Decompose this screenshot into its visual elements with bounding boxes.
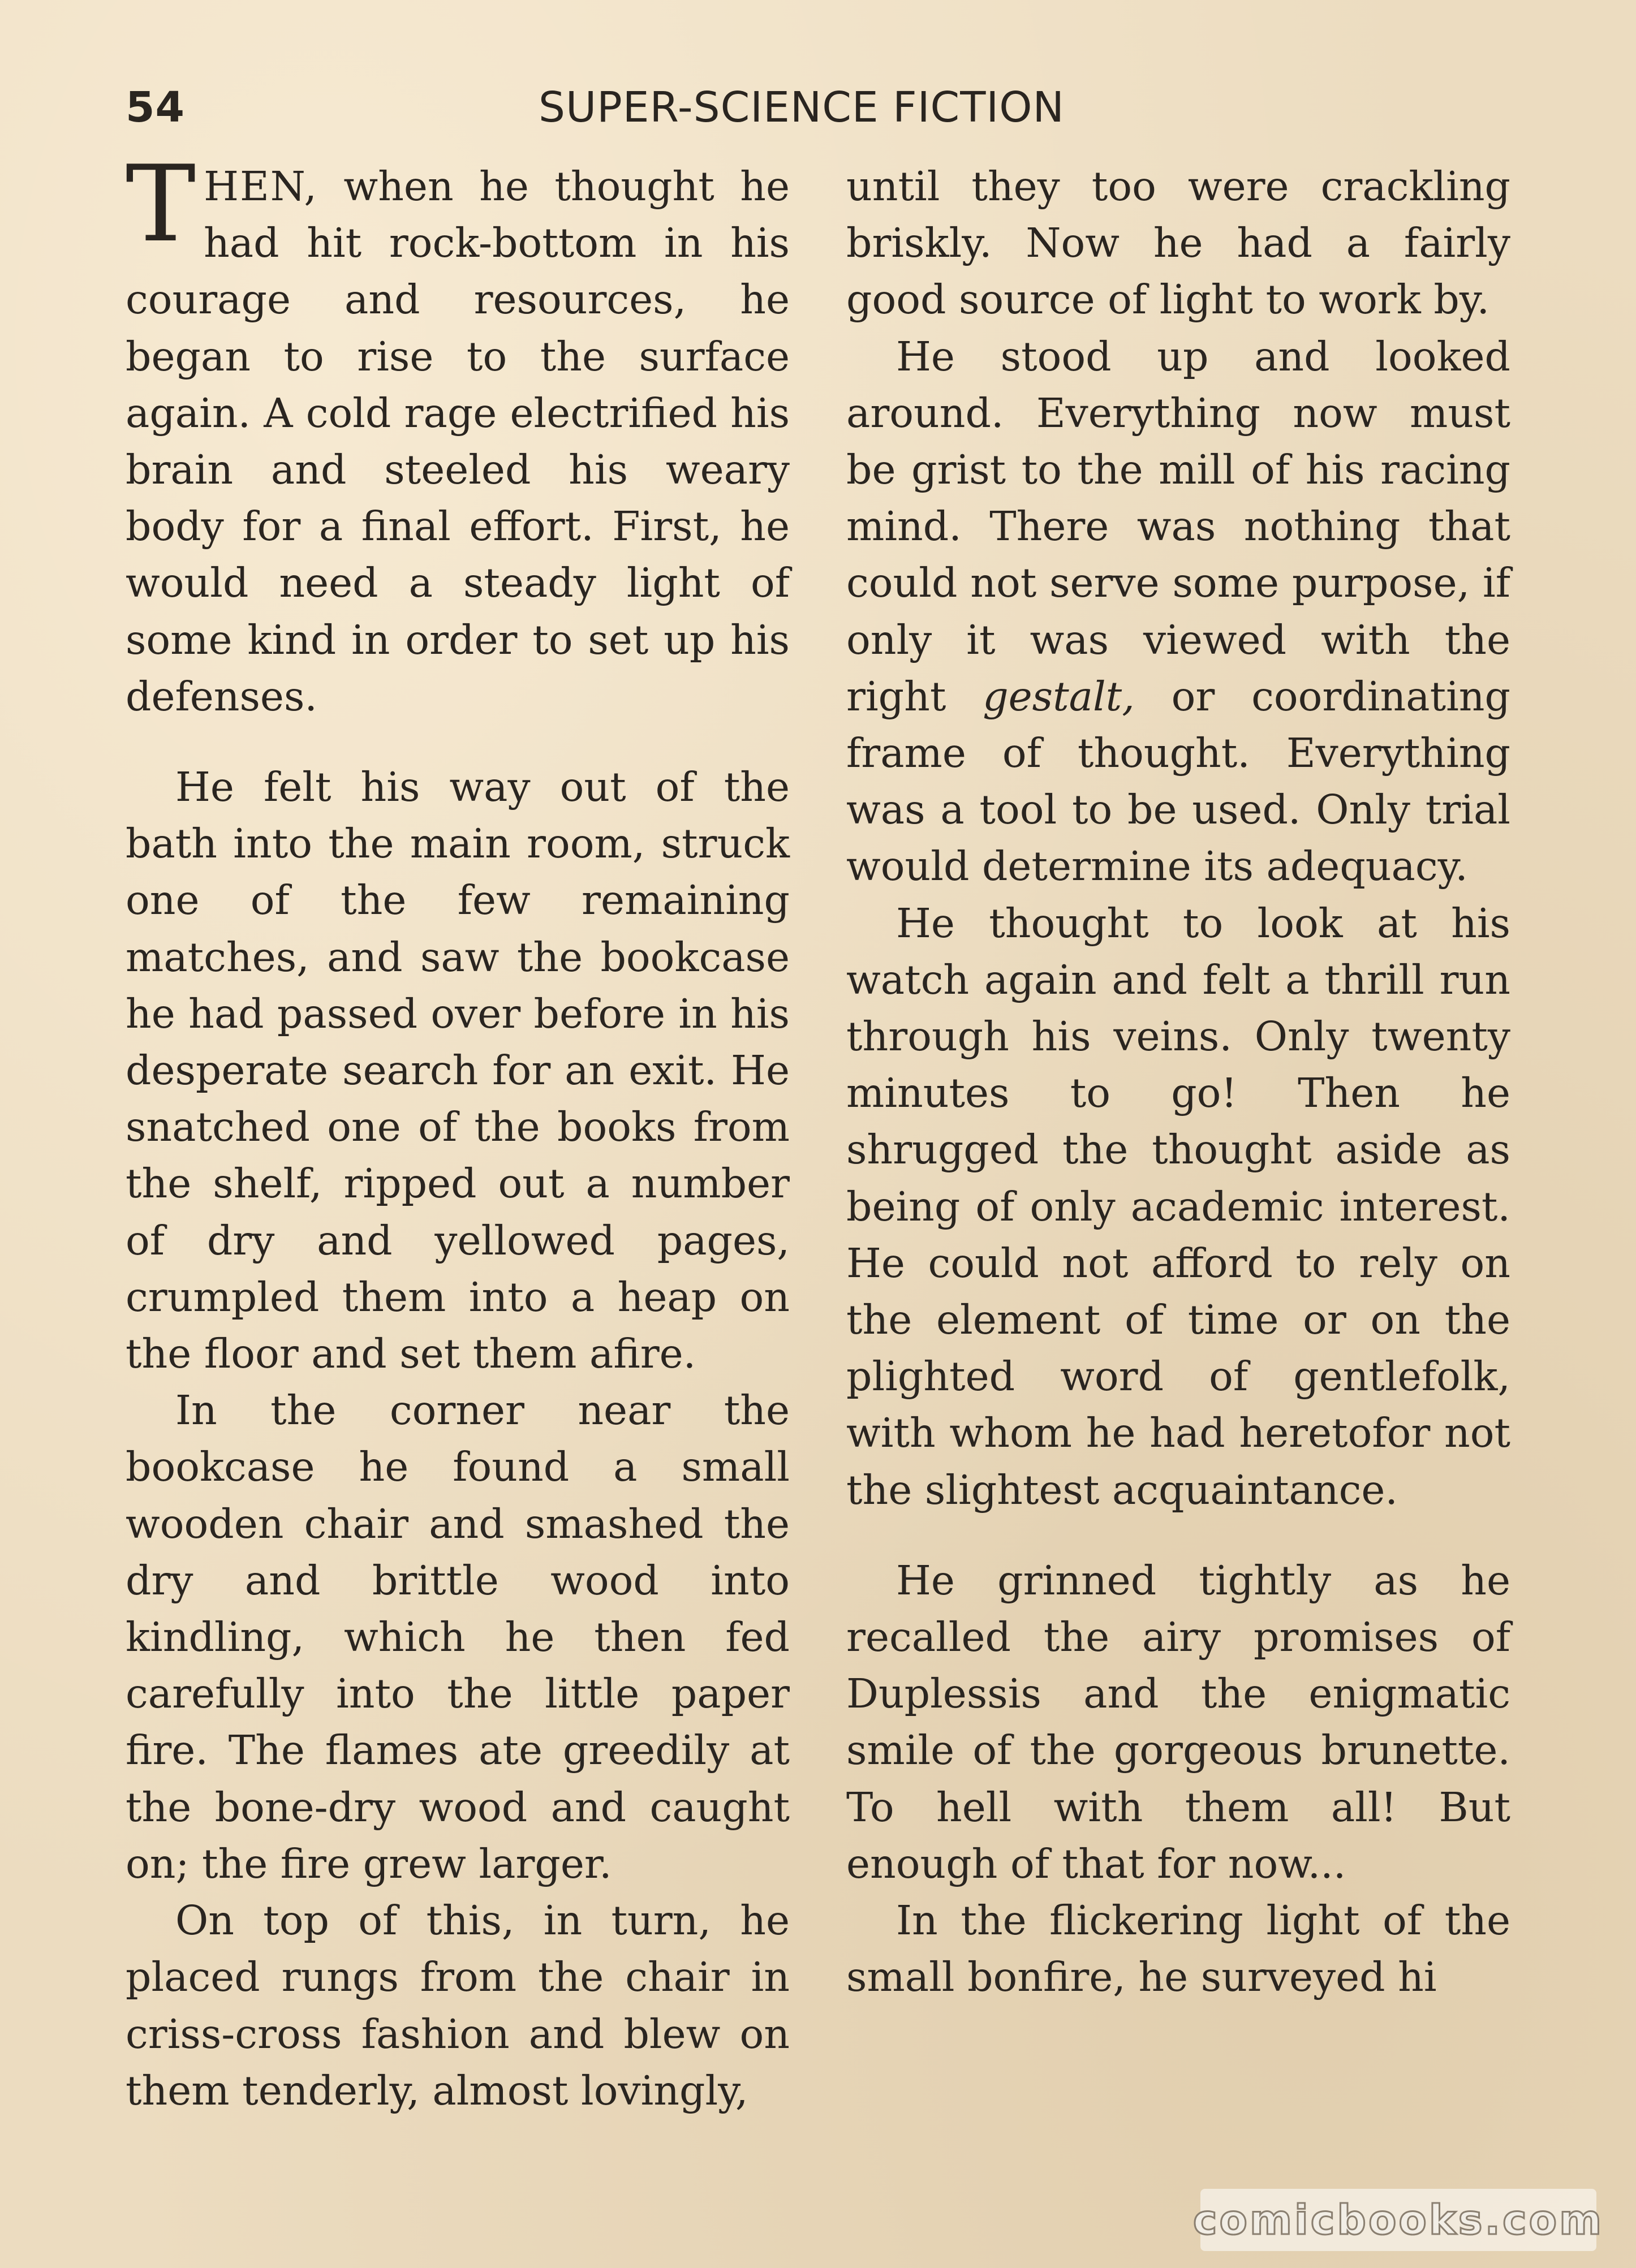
drop-cap: T (126, 143, 196, 265)
page-number: 54 (126, 83, 185, 132)
running-head: SUPER-SCIENCE FICTION (539, 83, 1065, 132)
paragraph: In the flickering light of the small bonfire, he surveyed hi (846, 1897, 1510, 2001)
paragraph: He grinned tightly as he recalled the airy promises of Duplessis and the enigmatic smile of the gorgeous brunette. To hell with them all! But enough of that for now... (846, 1556, 1510, 1887)
paragraph: In the corner near the bookcase he found a small wooden chair and smashed the dry and brittle wood into kindling, which he then fed carefully into the little paper fire. The flames ate greedily at the bone-dry wood and caught on; the fire grew larger. (126, 1387, 790, 1887)
left-column (126, 143, 790, 2119)
paragraph (846, 329, 1510, 895)
paragraph-continued: until they too were crackling briskly. Now he had a fairly good source of light to work by. (846, 163, 1510, 324)
italic-term: gestalt, (983, 672, 1135, 720)
opening-word: HEN, (204, 163, 318, 210)
watermark (1192, 2189, 1604, 2251)
opening-text: when he thought he had hit rock-bottom in his courage and resources, he began to rise to the surface again. A cold rage electrified his brain and steeled his weary body for a final effort. First, he would need a steady light of some kind in order to set up his defenses. (126, 163, 790, 720)
paragraph-text: or coordinating frame of thought. Everything was a tool to be used. Only trial would determine its adequacy. (846, 672, 1510, 890)
paragraph-opening (126, 143, 790, 725)
paragraph-text: He stood up and looked around. Everything now must be grist to the mill of his racing mind. There was nothing that could not serve some purpose, if only it was viewed with the right (846, 333, 1510, 720)
watermark-text: comicbooks.com (1192, 2196, 1604, 2244)
paragraph: On top of this, in turn, he placed rungs from the chair in criss-cross fashion and blew on them tenderly, almost lovingly, (126, 1897, 790, 2114)
paragraph: He felt his way out of the bath into the main room, struck one of the few remaining matches, and saw the bookcase he had passed over before in his desperate search for an exit. He snatched one of the books from the shelf, ripped out a number of dry and yellowed pages, crumpled them into a heap on the floor and set them afire. (126, 764, 790, 1378)
paragraph: He thought to look at his watch again and felt a thrill run through his veins. Only twenty minutes to go! Then he shrugged the thought aside as being of only academic interest. He could not afford to rely on the element of time or on the plighted word of gentlefolk, with whom he had heretofor not the slightest acquaintance. (846, 899, 1510, 1514)
page-header (126, 79, 1080, 141)
right-column (846, 158, 1510, 2006)
